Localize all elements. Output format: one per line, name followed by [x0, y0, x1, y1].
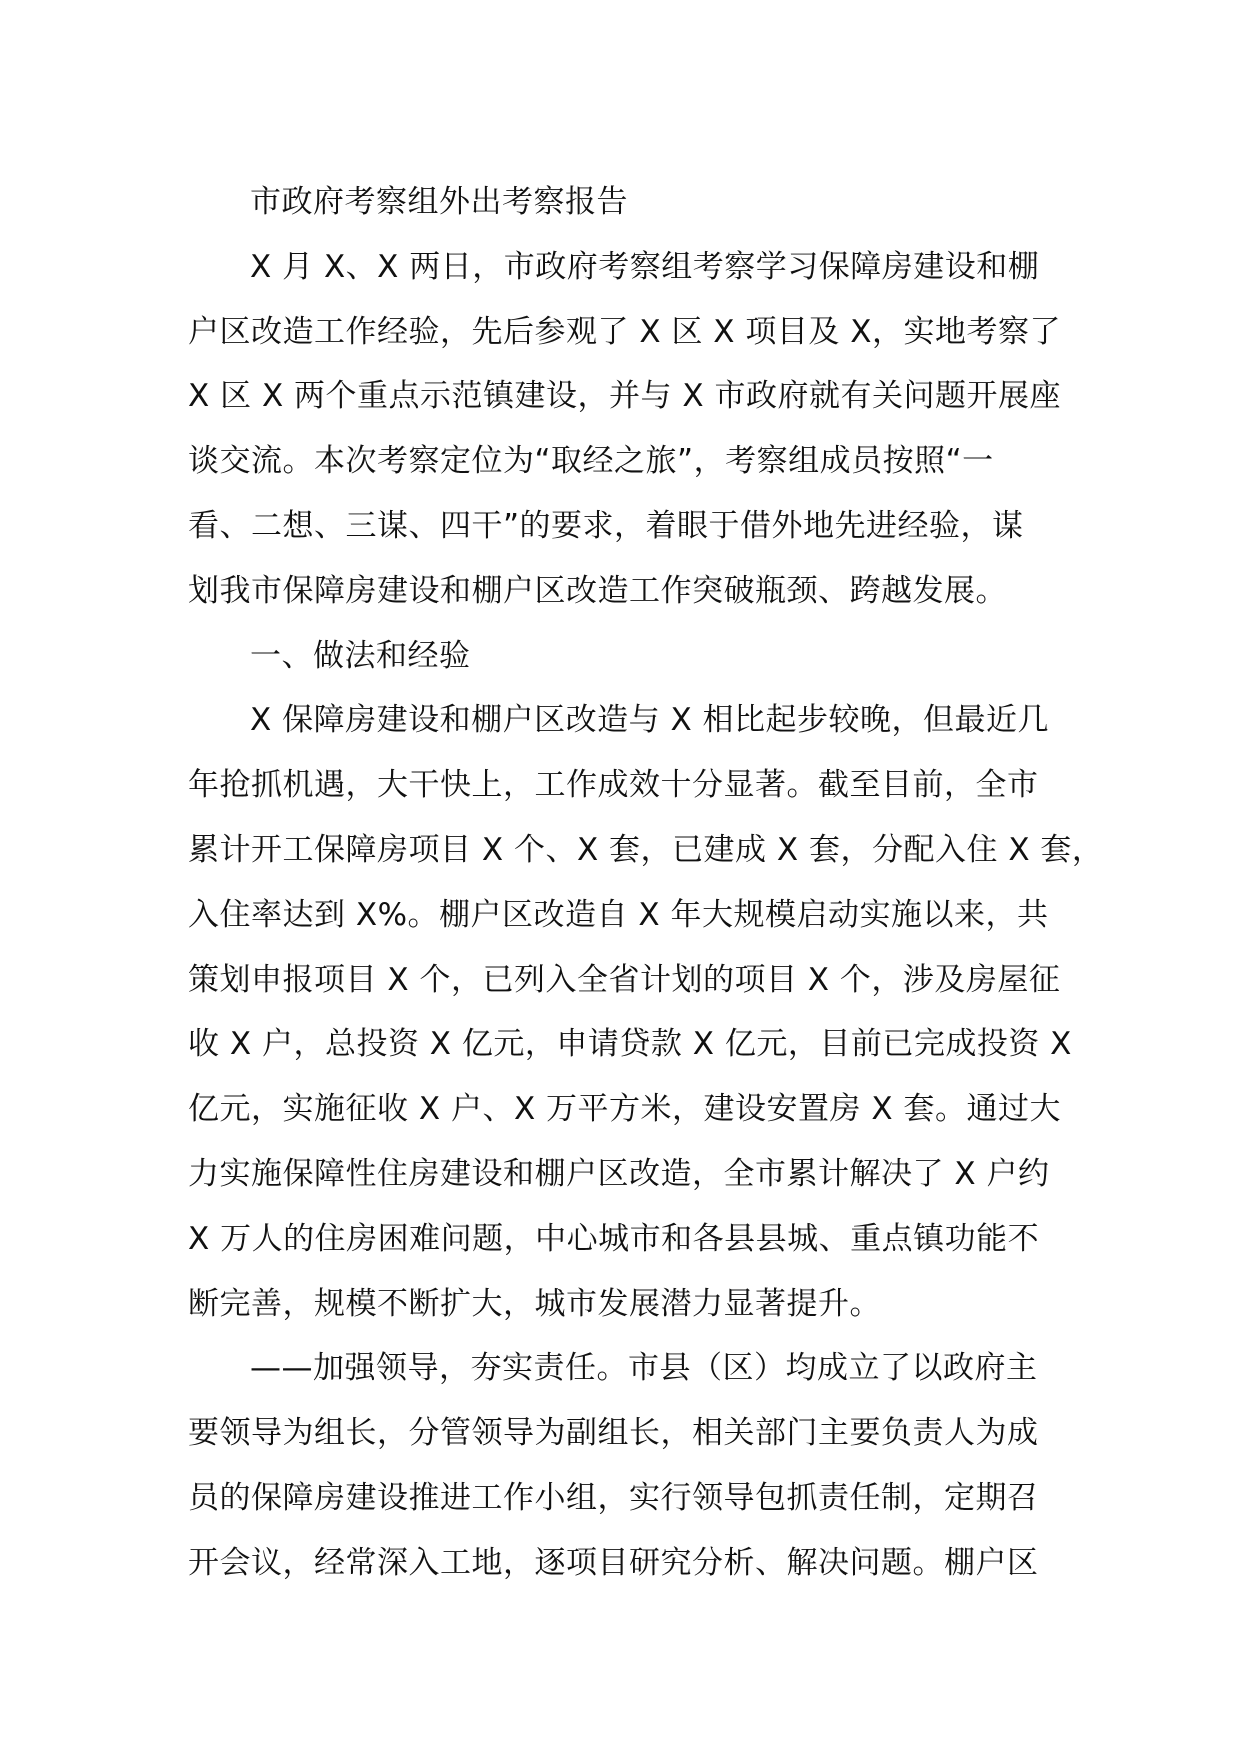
text-line: ——加强领导，夯实责任。市县（区）均成立了以政府主: [250, 1350, 1038, 1387]
text-line: 看、二想、三谋、四干”的要求，着眼于借外地先进经验，谋: [188, 507, 1024, 544]
text-line: 策划申报项目 X 个，已列入全省计划的项目 X 个，涉及房屋征: [188, 961, 1061, 998]
document-body: [188, 170, 1104, 1596]
text-line: 开会议，经常深入工地，逐项目研究分析、解决问题。棚户区: [188, 1544, 1039, 1581]
text-line: 户区改造工作经验，先后参观了 X 区 X 项目及 X，实地考察了: [188, 313, 1061, 350]
text-line: 年抢抓机遇，大干快上，工作成效十分显著。截至目前，全市: [188, 767, 1039, 804]
text-line: 亿元，实施征收 X 户、X 万平方米，建设安置房 X 套。通过大: [188, 1091, 1061, 1128]
text-line: X 保障房建设和棚户区改造与 X 相比起步较晚，但最近几: [250, 702, 1050, 739]
text-line: 谈交流。本次考察定位为“取经之旅”，考察组成员按照“一: [188, 443, 994, 480]
text-line: 累计开工保障房项目 X 个、X 套，已建成 X 套，分配入住 X 套，: [188, 831, 1104, 868]
text-line: 力实施保障性住房建设和棚户区改造，全市累计解决了 X 户约: [188, 1155, 1050, 1192]
text-line: 要领导为组长，分管领导为副组长，相关部门主要负责人为成: [188, 1415, 1039, 1452]
text-line: 员的保障房建设推进工作小组，实行领导包抓责任制，定期召: [188, 1479, 1039, 1516]
text-line: X 万人的住房困难问题，中心城市和各县县城、重点镇功能不: [188, 1220, 1040, 1257]
text-line: X 月 X、X 两日，市政府考察组考察学习保障房建设和棚: [250, 248, 1040, 285]
text-line: 一、做法和经验: [250, 637, 471, 674]
text-line: 收 X 户，总投资 X 亿元，申请贷款 X 亿元，目前已完成投资 X: [188, 1026, 1072, 1063]
text-line: 入住率达到 X%。棚户区改造自 X 年大规模启动实施以来，共: [188, 896, 1049, 933]
text-line: 断完善，规模不断扩大，城市发展潜力显著提升。: [188, 1285, 881, 1322]
text-line: 划我市保障房建设和棚户区改造工作突破瓶颈、跨越发展。: [188, 572, 1007, 609]
document-title: 市政府考察组外出考察报告: [250, 184, 628, 220]
text-line: X 区 X 两个重点示范镇建设，并与 X 市政府就有关问题开展座: [188, 378, 1061, 415]
